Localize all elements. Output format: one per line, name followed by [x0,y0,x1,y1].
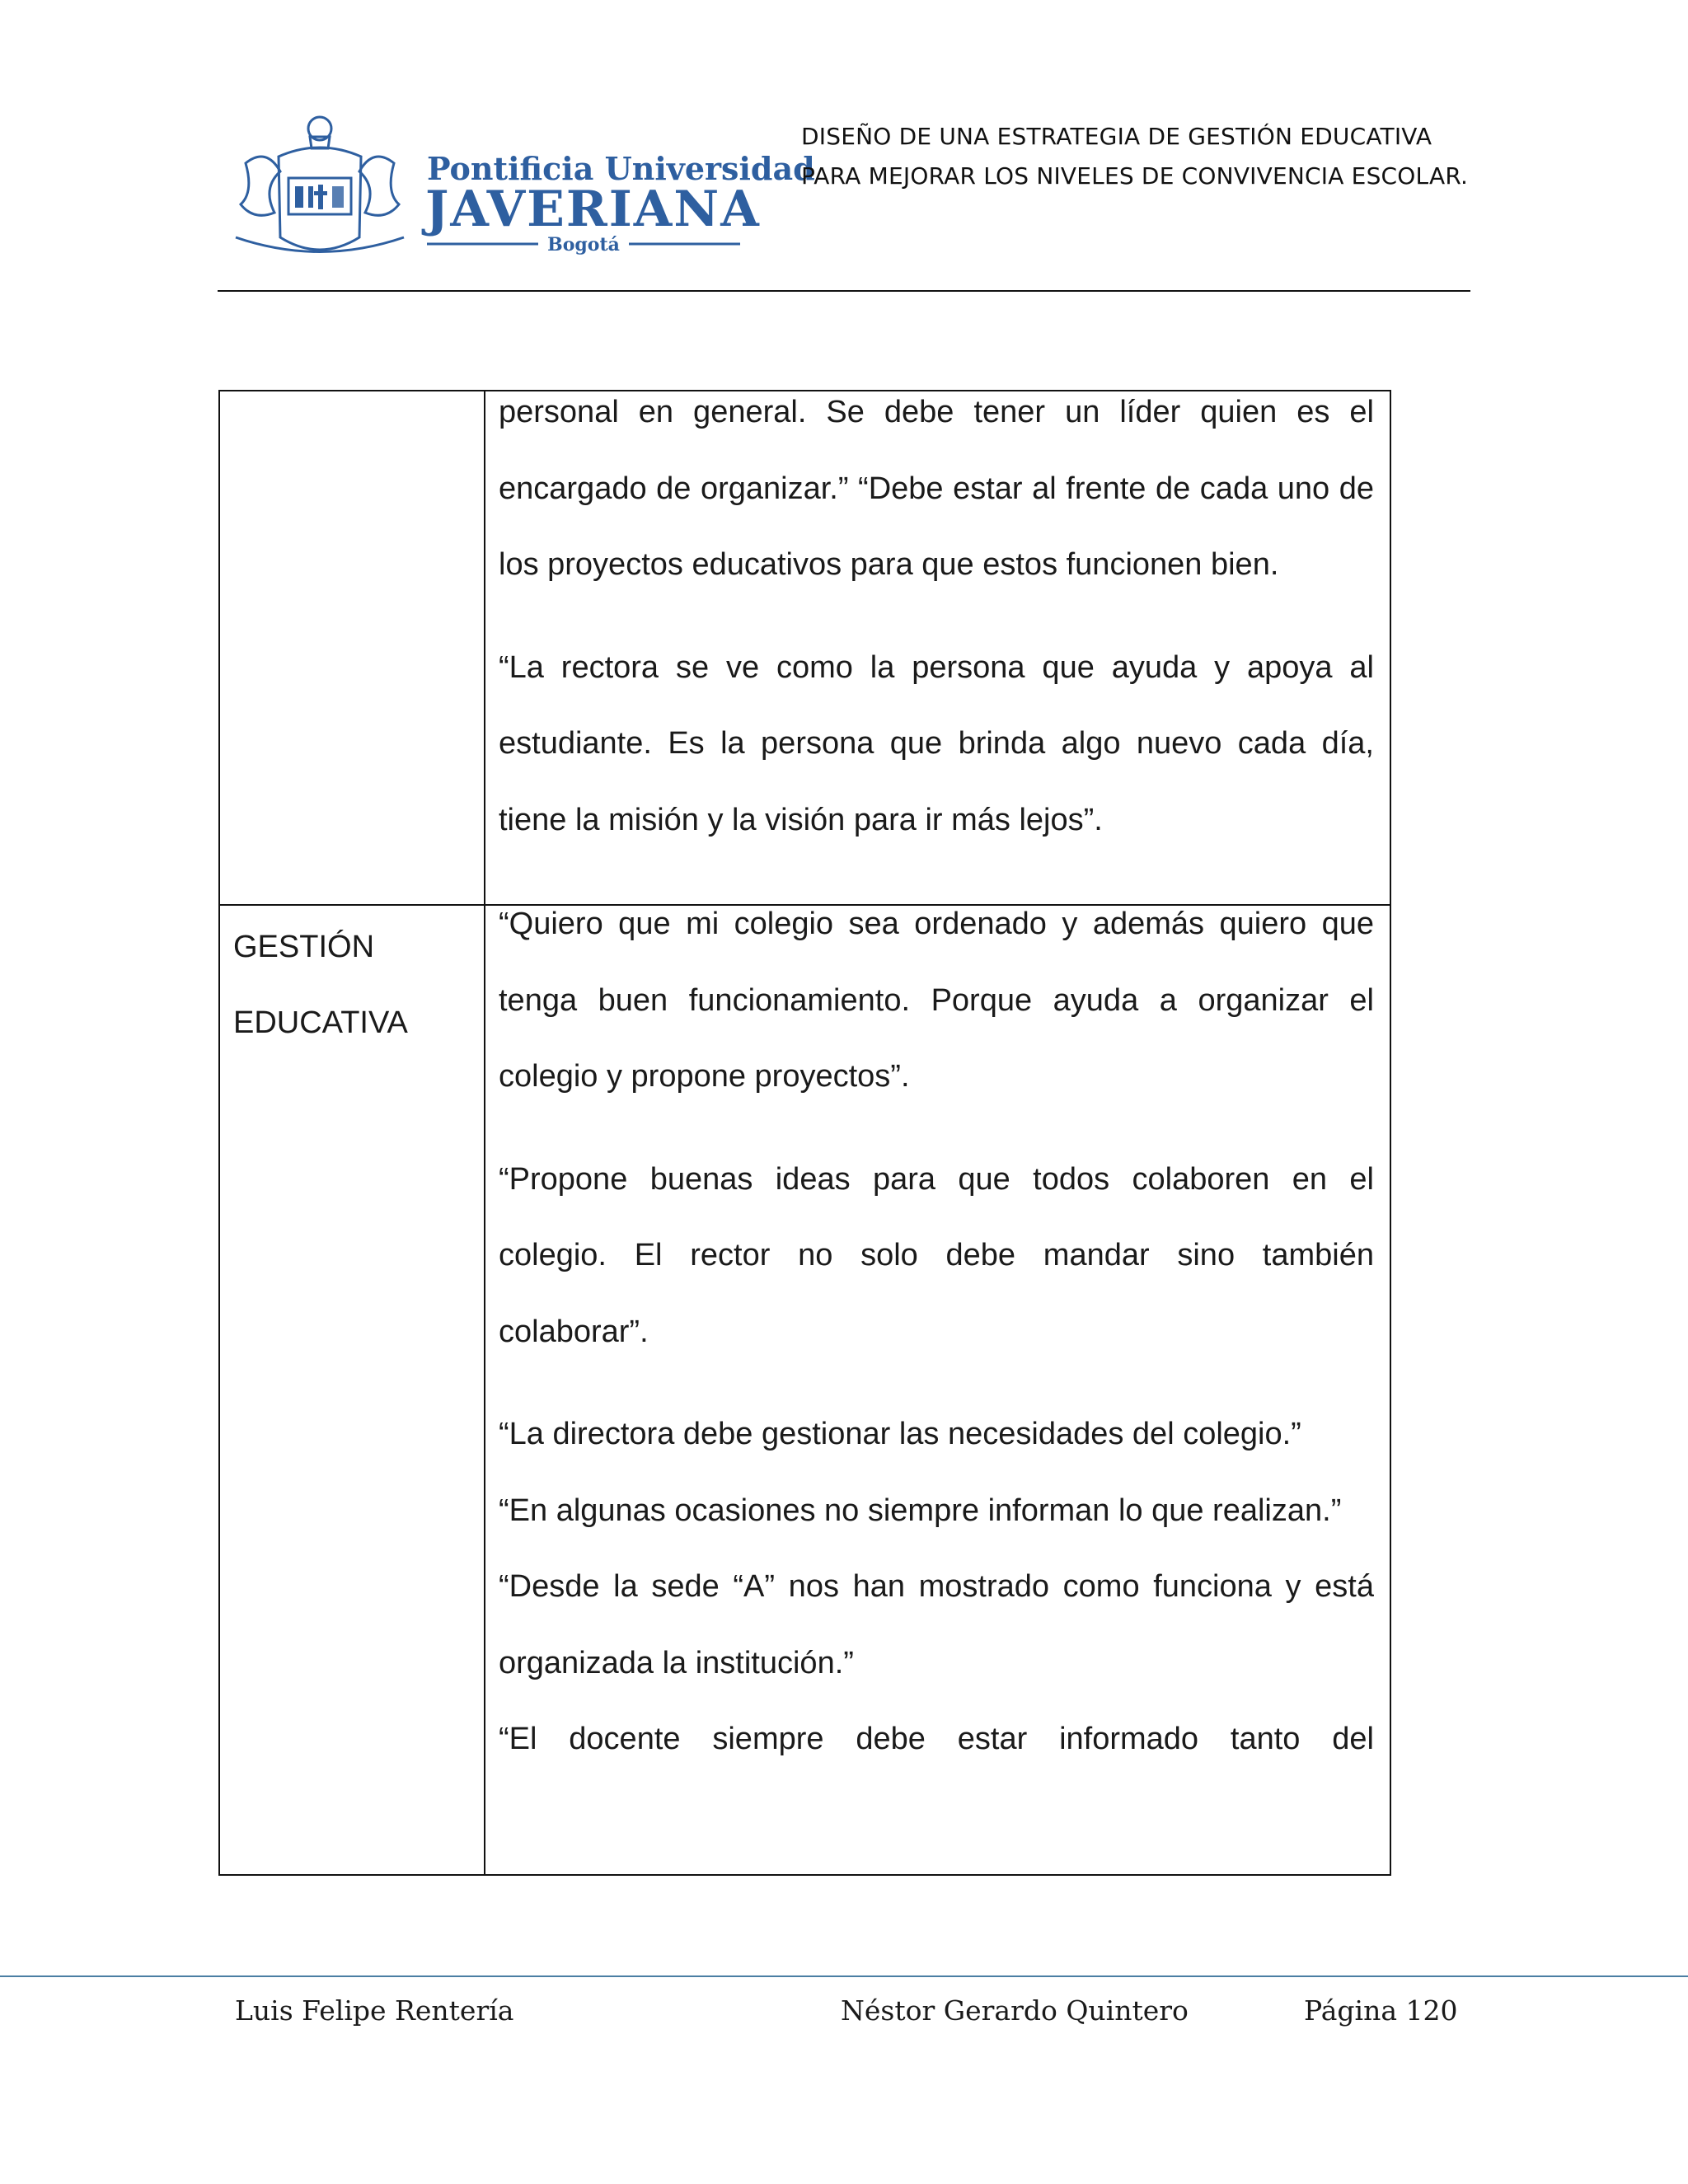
university-logo [229,114,815,262]
footer-divider [0,1975,1688,1977]
row2-paragraph-5: “Desde la sede “A” nos han mostrado como funciona y está organizada la institución.” [499,1569,1374,1680]
svg-text:Bogotá: Bogotá [547,234,620,255]
svg-text:Pontificia Universidad: Pontificia Universidad [427,150,815,187]
row2-paragraph-3: “La directora debe gestionar las necesidades del colegio.” [499,1417,1301,1451]
footer-author-1: Luis Felipe Rentería [235,1994,514,2027]
document-title-line2: PARA MEJORAR LOS NIVELES DE CONVIVENCIA ESCOLAR. [801,162,1469,190]
row2-paragraph-4: “En algunas ocasiones no siempre informan lo que realizan.” [499,1493,1342,1528]
row2-label-line1: GESTIÓN [233,930,375,964]
row2-label-line2: EDUCATIVA [233,1005,408,1040]
svg-text:JAVERIANA: JAVERIANA [425,180,761,238]
footer-page-number: Página 120 [1304,1994,1458,2027]
row1-paragraph-1-text: personal en general. Se debe tener un líder quien es el encargado de organizar.” “Debe estar al frente de cada uno de los proyectos educativos para que estos funcionen bien. [499,395,1374,582]
row1-label-cell [218,390,485,906]
row1-paragraphs [499,374,1374,858]
row1-paragraph-2-text: “La rectora se ve como la persona que ayuda y apoya al estudiante. Es la persona que brinda algo nuevo cada día, tiene la misión y la visión para ir más lejos”. [499,649,1374,837]
footer-author-2: Néstor Gerardo Quintero [841,1994,1189,2027]
header-divider [218,290,1470,292]
row2-label [233,909,408,1061]
row2-paragraph-2: “Propone buenas ideas para que todos colaboren en el colegio. El rector no solo debe mandar sino también colaborar”. [499,1161,1374,1349]
row2-paragraph-6: “El docente siempre debe estar informado tanto del [499,1722,1374,1756]
document-title [801,117,1468,196]
row2-paragraph-1: “Quiero que mi colegio sea ordenado y además quiero que tenga buen funcionamiento. Porque ayuda a organizar el colegio y propone proyectos”. [499,907,1374,1094]
crest-icon [229,114,815,262]
row2-paragraphs [499,886,1374,1778]
document-title-line1: DISEÑO DE UNA ESTRATEGIA DE GESTIÓN EDUCATIVA [801,123,1432,150]
